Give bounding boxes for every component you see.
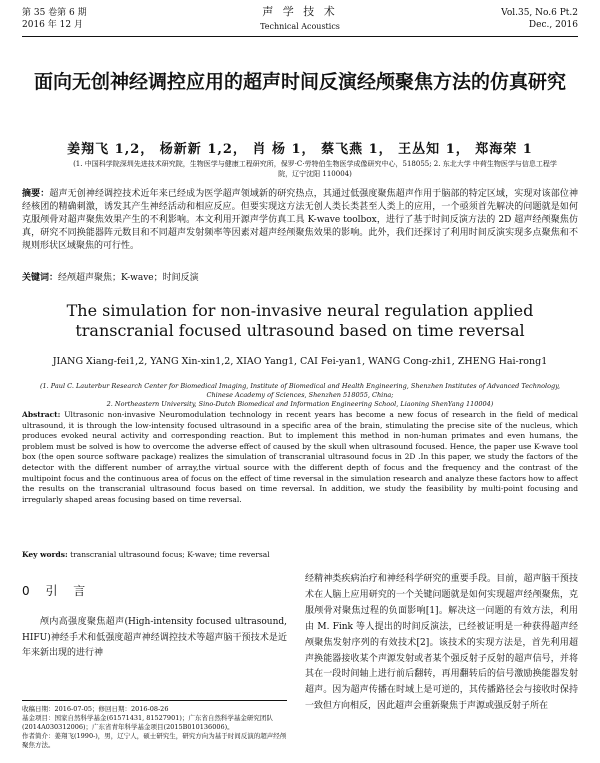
affiliation-en-1: (1. Paul C. Lauterbur Research Center for Biomedical Imaging, Institute of Biomedical and Health Engineering, Shenzhen Institutes of Advanced Technology, Chinese Academy of Sciences, Shenzhen 518055, China; xyxy=(40,382,561,399)
keywords-en xyxy=(22,550,578,560)
abstract-en-text: Ultrasonic non-invasive Neuromodulation technology in recent years has become a new focus of research in the field of medical ultrasound, it is through the low-intensity focused ultrasound in a specific area of the brain, stimulating the precise site of the nucleus, which produces evoked neural activity and corresponding reaction. But to implement this method in non-human primates and even humans, the problem must be solved is how to overcome the adverse effect of caused by the skull when ultrasound focused. Hence, the paper use K-wave tool box (the open source software package) realizes the simulation of transcranial ultrasound focus in 2D .In this paper, we study the factors of the detector with the different number of array,the virtual source with the different depth of focus and the frequency and the contrast of the multipoint focus and the continuous area of focus on the effect of time reversal in the simulation research and analyze these factors how to affect the results on the transcranial ultrasound focus based on time reversal. In addition, we study the feasibility by multi-point focusing and irregularly shaped areas focusing based on time reversal. xyxy=(22,410,578,504)
journal-name-en: Technical Acoustics xyxy=(260,22,340,31)
left-column xyxy=(22,572,287,662)
footnote-received: 收稿日期：2016-07-05；修回日期：2016-08-26 xyxy=(22,705,169,713)
affiliations-cn: (1. 中国科学院深圳先进技术研究院，生物医学与健康工程研究所，保罗·C·劳特伯生物医学成像研究中心，518055; 2. 东北大学 中荷生物医学与信息工程学院，辽宁沈阳 110004) xyxy=(73,160,557,178)
title-cn: 面向无创神经调控应用的超声时间反演经颅聚焦方法的仿真研究 xyxy=(33,71,566,93)
date-en: Dec., 2016 xyxy=(528,20,578,30)
authors-en: JIANG Xiang-fei1,2, YANG Xin-xin1,2, XIAO Yang1, CAI Fei-yan1, WANG Cong-zhi1, ZHENG Hai-rong1 xyxy=(52,356,548,367)
abstract-en-label: Abstract: xyxy=(22,410,61,419)
running-header xyxy=(22,6,578,37)
authors-cn: 姜翔飞 1,2， 杨新新 1,2， 肖 杨 1， 蔡飞燕 1， 王丛知 1， 郑海荣 1 xyxy=(67,142,533,157)
abstract-cn-text: 超声无创神经调控技术近年来已经成为医学超声领域新的研究热点，其通过低强度聚焦超声作用于脑部的特定区域，实现对该部位神经核团的精确刺激，诱发其产生神经活动和相应反应。但要实现这方法无创人类长类甚至人类上的应用，一个亟须首先解决的问题就是如何克服颅骨对超声聚焦效果产生的不利影响。本文利用开源声学仿真工具 K-wave toolbox，进行了基于时间反演方法的 2D 超声经颅聚焦仿真，研究不同换能器阵元数目和不同超声发射频率等因素对超声经颅聚焦效果的影响。此外，我们还探讨了利用时间反演实现多点聚焦和不规则形状区域聚焦的可行性。 xyxy=(22,189,578,251)
intro-right-text: 经精神类疾病治疗和神经科学研究的重要手段。目前，超声脑干预技术在人脑上应用研究的一个关键问题就是如何实现超声经颅聚焦，克服颅骨对聚焦过程的负面影响[1]。解决这一问题的有效方法，利用由 M. Fink 等人提出的时间反演法，已经被证明是一种获得超声经颅聚焦发射序列的有效技术[2]。该技术的实现方法是，首先利用超声换能器接收某个声源发射或者某个强反射子反射的超声信号，并将其在一段时间轴上进行前后翻转，再用翻转后的信号激励换能器发射超声。因为超声传播在时域上是可逆的，其传播路径会与接收时保持一致但方向相反，因此超声会重新聚焦于声源或强反射子所在 xyxy=(305,574,578,712)
journal-name-cn: 声 学 技 术 xyxy=(262,5,338,18)
title-en: The simulation for non-invasive neural regulation applied transcranial focused ultrasound based on time reversal xyxy=(66,301,534,340)
footnote xyxy=(22,700,287,750)
affiliation-en-2: 2. Northeastern University, Sino-Dutch Biomedical and Information Engineering School, Liaoning ShenYang 110004) xyxy=(106,400,494,408)
keywords-en-text: transcranial ultrasound focus; K-wave; time reversal xyxy=(70,550,270,559)
footnote-author: 作者简介：姜翔飞(1990-)，男，辽宁人，硕士研究生，研究方向为基于时间反演的超声经颅聚焦方法。 xyxy=(22,732,287,749)
section-heading: 0 引 言 xyxy=(22,584,92,598)
abstract-cn xyxy=(22,188,578,253)
volume-en: Vol.35, No.6 Pt.2 xyxy=(501,8,578,18)
date-cn: 2016 年 12 月 xyxy=(22,20,83,30)
keywords-cn xyxy=(22,272,578,284)
footnote-funding: 基金项目：国家自然科学基金(61571431, 81527901)；广东省自然科学基金研究团队(2014A030312006)；广东省青年科学基金项目(2015B010136006)。 xyxy=(22,714,273,731)
right-column xyxy=(305,572,578,715)
keywords-cn-text: 经颅超声聚焦；K-wave；时间反演 xyxy=(58,273,199,283)
intro-left-text: 颅内高强度聚焦超声(High-intensity focused ultrasound, HIFU)神经手术和低强度超声神经调控技术等超声脑干预技术是近年来新出现的进行神 xyxy=(22,617,287,658)
abstract-en xyxy=(22,410,578,505)
keywords-cn-label: 关键词： xyxy=(22,273,59,283)
abstract-cn-label: 摘要： xyxy=(22,189,50,199)
volume-cn: 第 35 卷第 6 期 xyxy=(22,8,87,18)
affiliations-en xyxy=(40,382,560,409)
keywords-en-label: Key words: xyxy=(22,550,68,559)
